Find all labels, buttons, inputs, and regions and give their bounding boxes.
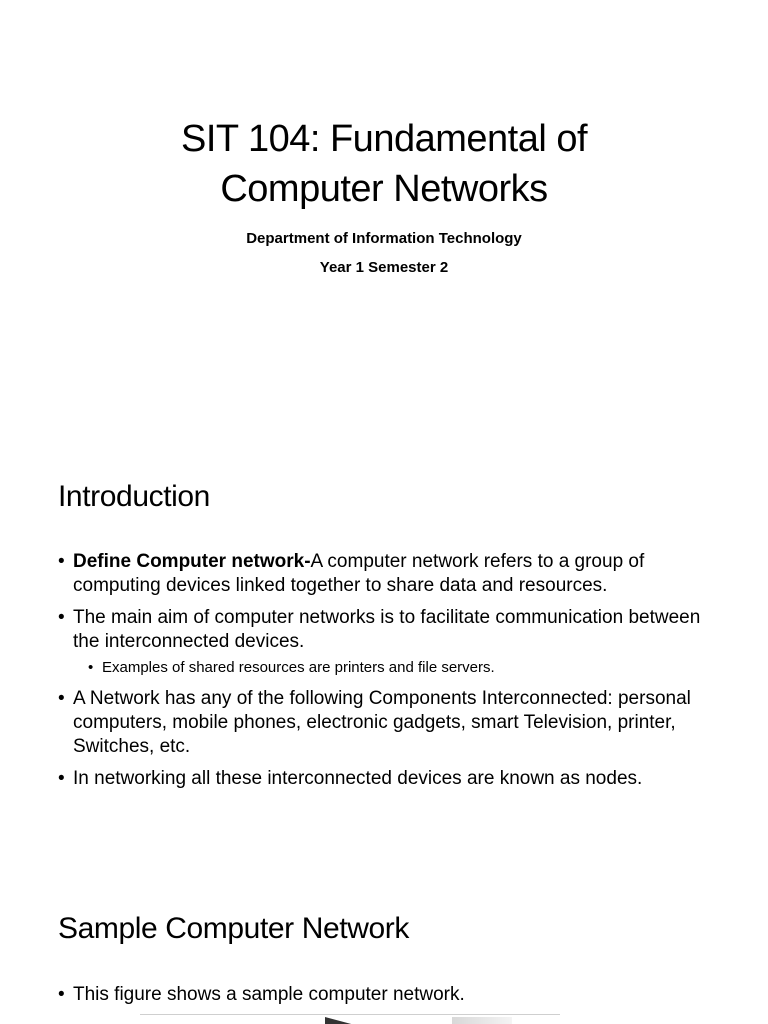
list-item-text: A Network has any of the following Components Interconnected: personal computers, mobile phones, electronic gadgets, smart Television, printer, Switches, etc. <box>73 688 691 757</box>
bullet-marker: • <box>58 607 65 628</box>
list-item <box>58 687 708 759</box>
list-item <box>58 550 708 598</box>
bullet-list <box>58 983 708 1015</box>
network-figure <box>140 1014 560 1024</box>
course-title-line-1: SIT 104: Fundamental of <box>180 118 588 160</box>
list-item <box>58 767 708 791</box>
figure-fragment <box>452 1017 512 1024</box>
slide-heading: Sample Computer Network <box>58 912 409 945</box>
figure-fragment <box>325 1017 355 1024</box>
bullet-marker: • <box>58 768 65 789</box>
course-title <box>0 114 768 214</box>
list-item-text: This figure shows a sample computer network. <box>73 984 465 1005</box>
bullet-list <box>58 550 708 799</box>
introduction-slide <box>0 432 768 864</box>
list-item <box>58 983 708 1007</box>
list-item <box>58 606 708 654</box>
slide-heading: Introduction <box>58 480 210 513</box>
course-title-line-2: Computer Networks <box>220 168 548 210</box>
list-item-text: Examples of shared resources are printers and file servers. <box>102 659 495 676</box>
bullet-marker: • <box>58 688 65 709</box>
list-item-sub <box>58 658 708 678</box>
list-item-text: A computer network refers to a group of computing devices linked together to share data and resources. <box>73 551 645 596</box>
bullet-marker: • <box>58 551 65 572</box>
sample-network-slide <box>0 864 768 1024</box>
list-item-text: In networking all these interconnected devices are known as nodes. <box>73 768 643 789</box>
term-label: Define Computer network- <box>73 551 311 572</box>
list-item-text: The main aim of computer networks is to facilitate communication between the interconnected devices. <box>73 607 701 652</box>
bullet-marker: • <box>88 659 94 676</box>
department-subtitle: Department of Information Technology <box>246 230 522 247</box>
title-slide <box>0 0 768 432</box>
bullet-marker: • <box>58 984 65 1005</box>
year-semester-subtitle: Year 1 Semester 2 <box>319 259 449 276</box>
